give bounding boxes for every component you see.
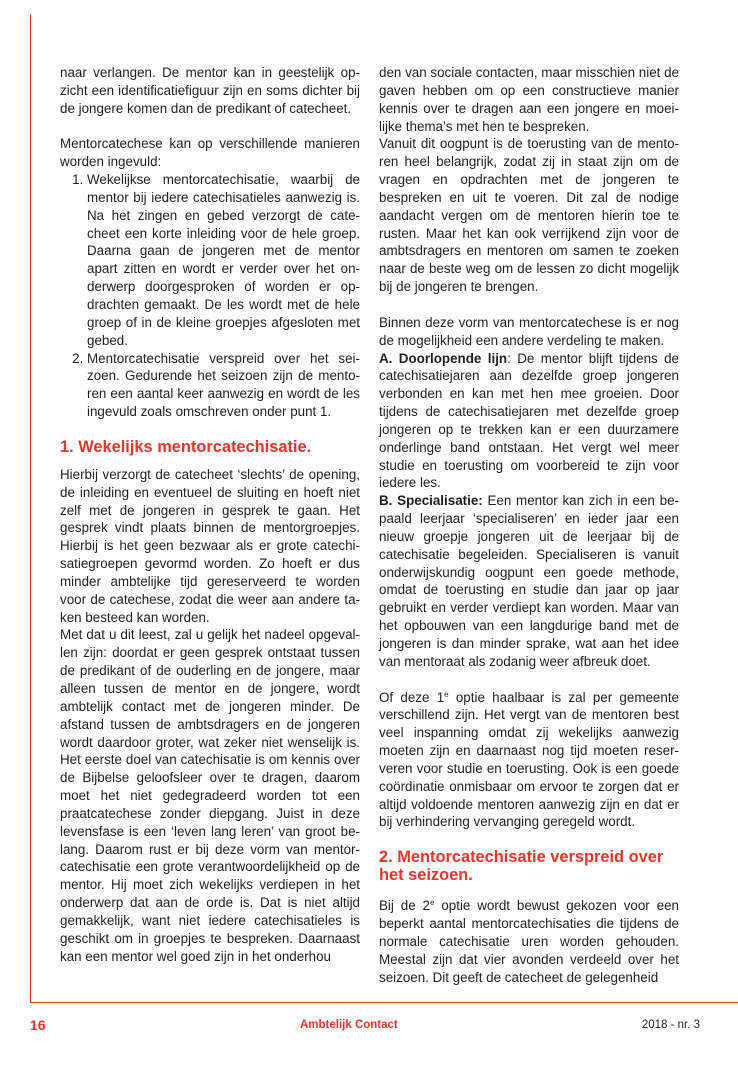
left-margin-rule — [30, 14, 31, 1002]
paragraph: Vanuit dit oogpunt is de toerusting van de mentoren heel belangrijk, zodat zij in staat zijn om de vragen en opdrachten met de jongeren te bespreken en uit te voeren. Dit zal de nodige aandacht vergen om de mentoren hierin toe te rusten. Maar het kan ook verrijkend zijn voor de ambtsdragers en mentoren om samen te zoeken naar de beste weg om de lessen zo dicht mogelijk bij de jongeren te brengen. — [379, 136, 679, 295]
list-item: 1. Wekelijkse mentorcatechisatie, waarbij de mentor bij iedere catechisatieles aanwezig is. Na het zingen en gebed verzorgt de catecheet een korte inleiding voor de hele groep. Daarna gaan de jongeren met de mentor apart zitten en wordt er verder over het onderwerp doorgesproken of worden er opdrachten gemaakt. De les wordt met de hele groep of in de kleine groepjes afgesloten met gebed. — [87, 171, 360, 349]
option-a-label: A. Doorlopende lijn — [379, 350, 508, 366]
option-a-paragraph — [379, 350, 679, 493]
section-heading-2: 2. Mentorcatechisatie verspreid over het seizoen. — [379, 848, 664, 885]
option-b-paragraph — [379, 492, 679, 670]
option-b-text: Een mentor kan zich in een bepaald leerjaar ‘specialiseren’ en ieder jaar een nieuw groepje jongeren uit de leerjaar bij de catechisatie begeleiden. Specialiseren is vanuit onderwijskundig oogpunt een goede methode, omdat de toerusting en studie dan jaar op jaar gebruikt en verder verdiept kan worden. Maar van het opbouwen van een langdurige band met de jongeren is dan minder sprake, wat aan het idee van mentoraat als zodanig weer afbreuk doet. — [379, 493, 679, 669]
issue-label: 2018 - nr. 3 — [641, 1019, 700, 1031]
option-b-label: B. Specialisatie: — [379, 493, 483, 509]
footer-rule — [30, 1002, 738, 1003]
intro-paragraph: naar verlangen. De mentor kan in geestelijk opzicht een identificatiefiguur zijn en soms dichter bij de jongere komen dan de predikant of catecheet. — [60, 65, 360, 116]
option-a-text: : De mentor blijft tijdens de catechisatiejaren aan dezelfde groep jongeren verbonden en kan met hen mee groeien. Door tijdens de catechisatiejaren met dezelfde groep jongeren op te trekken kan er een duurzamere onderlinge band ontstaan. Het vergt wel meer studie en toerusting om voorbereid te zijn voor iedere les. — [379, 350, 679, 491]
magazine-title: Ambtelijk Contact — [300, 1019, 398, 1031]
right-column — [379, 64, 679, 987]
paragraph: Bij de 2e optie wordt bewust gekozen voor een beperkt aantal mentorcatechisaties die tijdens de normale catechisatie uren worden gehouden. Meestal zijn dat vier avonden verdeeld over het seizoen. Dit geeft de catecheet de gelegenheid — [379, 898, 679, 985]
paragraph: den van sociale contacten, maar misschien niet de gaven hebben om op een constructieve manier kennis over te dragen aan een jongere en moeilijke thema’s met hen te bespreken. — [379, 65, 679, 134]
left-column — [60, 64, 360, 966]
section-heading-1: 1. Wekelijks mentorcatechisatie. — [60, 437, 312, 456]
lead-paragraph: Mentorcatechese kan op verschillende manieren worden ingevuld: — [60, 136, 360, 170]
paragraph: Hierbij verzorgt de catecheet ‘slechts’ de opening, de inleiding en eventueel de sluiting en hoeft niet zelf met de jongeren in gesprek te gaan. Het gesprek vindt plaats binnen de mentorgroepjes. Hierbij is het geen bezwaar als er grote catechisatiegroepen gevormd worden. Zo hoeft er dus minder ambtelijke tijd gereserveerd te worden voor de catechese, zodat die weer aan andere taken besteed kan worden. — [60, 466, 360, 625]
paragraph: Met dat u dit leest, zal u gelijk het nadeel opgevallen zijn: doordat er geen gesprek ontstaat tussen de predikant of de ouderling en de jongere, maar alleen tussen de mentor en de jongere, wordt ambtelijk contact met de jongeren minder. De afstand tussen de ambtsdragers en de jongeren wordt daardoor groter, wat zeker niet wenselijk is. Het eerste doel van catechisatie is om kennis over de Bijbelse geloofsleer over te dragen, daarom moet het niet gedegradeerd worden tot een praatcatechese zonder diepgang. Juist in deze levensfase is een ‘leven lang leren’ van groot belang. Daarom rust er bij deze vorm van mentorcatechisatie een grote verantwoordelijkheid op de mentor. Hij moet zich wekelijks verdiepen in het onderwerp dat aan de orde is. Dat is niet altijd gemakkelijk, want niet iedere catechisatieles is geschikt om in groepjes te bespreken. Daarnaast kan een mentor wel goed zijn in het onderhou — [60, 627, 360, 964]
paragraph: Binnen deze vorm van mentorcatechese is er nog de mogelijkheid een andere verdeling te maken. — [379, 314, 679, 348]
forms-list — [60, 171, 360, 421]
page-number: 16 — [30, 1017, 46, 1033]
list-item: 2. Mentorcatechisatie verspreid over het seizoen. Gedurende het seizoen zijn de mentoren een aantal keer aanwezig en wordt de les ingevuld zoals omschreven onder punt 1. — [87, 350, 360, 421]
paragraph: Of deze 1e optie haalbaar is zal per gemeente verschillend zijn. Het vergt van de mentoren best veel inspanning omdat zij wekelijks aanwezig moeten zijn en daarnaast nog tijd moeten reserveren voor studie en toerusting. Ook is een goede coördinatie onmisbaar om ervoor te zorgen dat er altijd voldoende mentoren aanwezig zijn en dat er bij verhindering vervanging geregeld wordt. — [379, 689, 679, 830]
